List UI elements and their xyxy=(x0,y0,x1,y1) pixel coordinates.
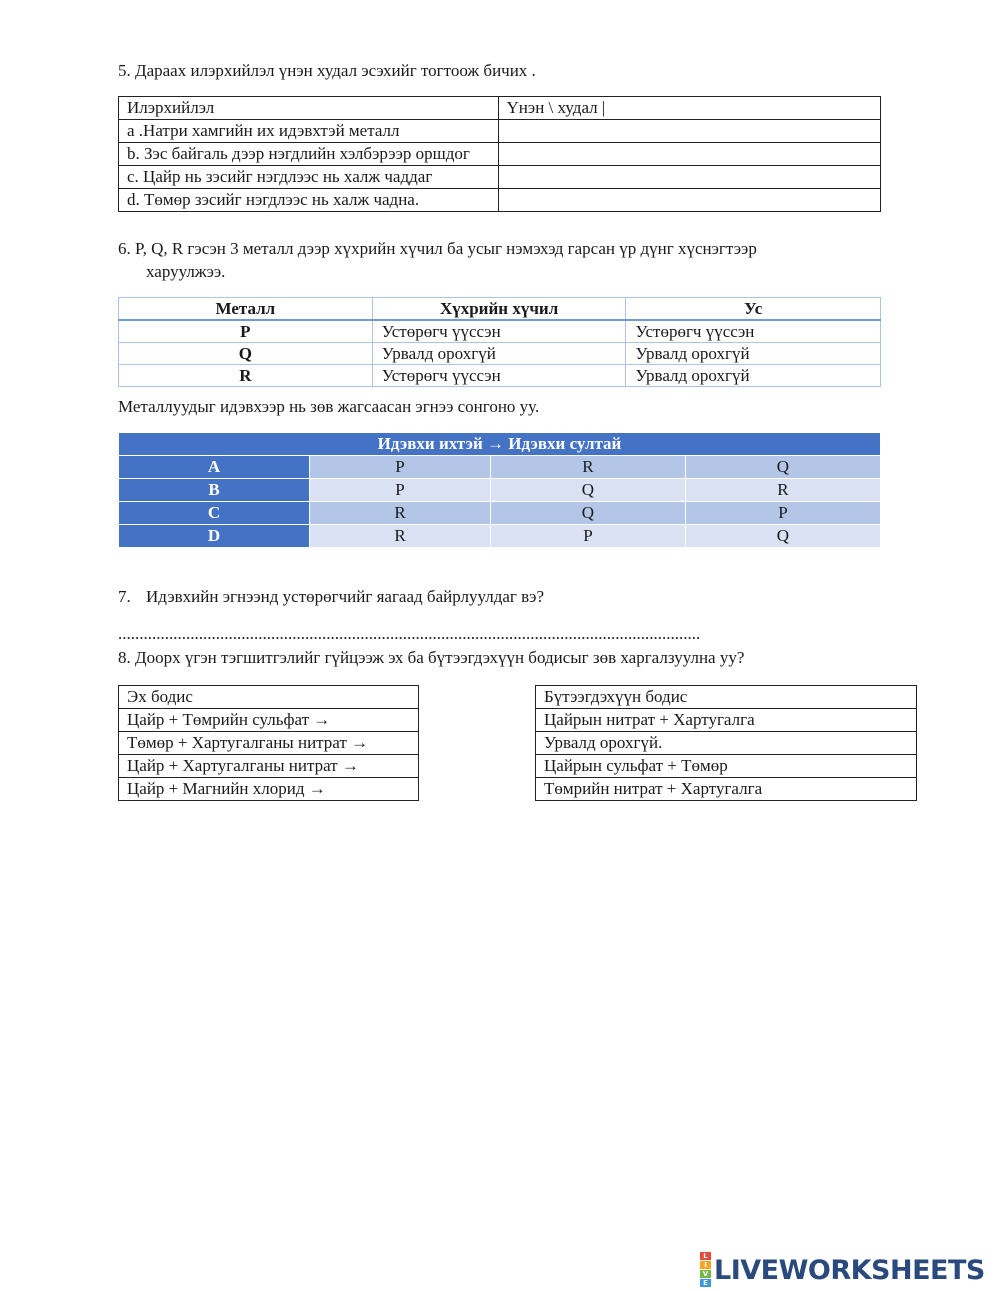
metal-cell: P xyxy=(119,320,373,343)
option-label[interactable]: B xyxy=(119,479,310,502)
table-row xyxy=(119,732,419,755)
option-cell: R xyxy=(310,502,491,525)
table-row xyxy=(536,709,917,732)
metal-cell: R xyxy=(119,365,373,387)
q5-statement: d. Төмөр зэсийг нэгдлээс нь халж чадна. xyxy=(119,189,499,212)
reactants-header: Эх бодис xyxy=(119,686,419,709)
option-cell: P xyxy=(685,502,880,525)
order-header: Идэвхи ихтэй → Идэвхи султай xyxy=(119,433,881,456)
table-row xyxy=(119,778,419,801)
q7-number: 7. xyxy=(118,587,131,606)
q5-statement: c. Цайр нь зэсийг нэгдлээс нь халж чаддаг xyxy=(119,166,499,189)
option-row-d[interactable] xyxy=(119,525,881,548)
option-cell: Q xyxy=(685,456,880,479)
logo-letter-i: I xyxy=(700,1261,711,1269)
option-cell: Q xyxy=(685,525,880,548)
table-row xyxy=(536,755,917,778)
option-label[interactable]: A xyxy=(119,456,310,479)
table-row xyxy=(119,755,419,778)
q5-answer-input[interactable] xyxy=(498,143,880,166)
table-header-row xyxy=(119,433,881,456)
option-cell: R xyxy=(310,525,491,548)
q5-statement: b. Зэс байгаль дээр нэгдлийн хэлбэрээр оршдог xyxy=(119,143,499,166)
option-cell: P xyxy=(310,479,491,502)
option-cell: P xyxy=(310,456,491,479)
table-row xyxy=(536,732,917,755)
option-label[interactable]: C xyxy=(119,502,310,525)
live-badge xyxy=(700,1252,711,1288)
logo-text: LIVEWORKSHEETS xyxy=(714,1254,985,1286)
water-result: Урвалд орохгүй xyxy=(626,343,881,365)
reactant-item[interactable]: Цайр + Магнийн хлорид → xyxy=(119,778,419,801)
table-row xyxy=(119,97,881,120)
acid-result: Устөрөгч үүссэн xyxy=(372,320,626,343)
logo-letter-e: E xyxy=(700,1279,711,1287)
liveworksheets-logo xyxy=(700,1252,985,1288)
product-item[interactable]: Цайрын сульфат + Төмөр xyxy=(536,755,917,778)
col-header-water: Ус xyxy=(626,298,881,321)
products-header: Бүтээгдэхүүн бодис xyxy=(536,686,917,709)
option-row-a[interactable] xyxy=(119,456,881,479)
q5-col-statement: Илэрхийлэл xyxy=(119,97,499,120)
table-header-row xyxy=(119,298,881,321)
reactant-item[interactable]: Цайр + Хартугалганы нитрат → xyxy=(119,755,419,778)
table-row xyxy=(119,120,881,143)
option-cell: R xyxy=(491,456,686,479)
option-label[interactable]: D xyxy=(119,525,310,548)
q5-statement: a .Натри хамгийн их идэвхтэй металл xyxy=(119,120,499,143)
q8-heading: 8. Доорх үгэн тэгшитгэлийг гүйцээж эх ба бүтээгдэхүүн бодисыг зөв харгалзуулна уу? xyxy=(118,648,745,667)
table-row xyxy=(536,778,917,801)
q5-heading: 5. Дараах илэрхийлэл үнэн худал эсэхийг тогтоож бичих . xyxy=(118,61,536,80)
table-row xyxy=(119,143,881,166)
q8-products-table xyxy=(535,685,917,801)
table-row xyxy=(119,189,881,212)
product-item[interactable]: Төмрийн нитрат + Хартугалга xyxy=(536,778,917,801)
product-item[interactable]: Цайрын нитрат + Хартугалга xyxy=(536,709,917,732)
table-row xyxy=(119,365,881,387)
q5-col-truth: Үнэн \ худал | xyxy=(498,97,880,120)
table-row xyxy=(119,709,419,732)
q5-answer-input[interactable] xyxy=(498,189,880,212)
q8-reactants-table xyxy=(118,685,419,801)
q6-heading-line1: 6. P, Q, R гэсэн 3 металл дээр хүхрийн хүчил ба усыг нэмэхэд гарсан үр дүнг хүснэгтээр xyxy=(118,239,757,258)
table-header-row xyxy=(536,686,917,709)
option-cell: P xyxy=(491,525,686,548)
q7-answer-line[interactable]: ......................................................................................................................................... xyxy=(118,624,701,643)
acid-result: Урвалд орохгүй xyxy=(372,343,626,365)
metal-cell: Q xyxy=(119,343,373,365)
table-header-row xyxy=(119,686,419,709)
logo-letter-v: V xyxy=(700,1270,711,1278)
table-row xyxy=(119,166,881,189)
q6-results-table xyxy=(118,297,881,387)
table-row xyxy=(119,320,881,343)
acid-result: Устөрөгч үүссэн xyxy=(372,365,626,387)
q5-answer-input[interactable] xyxy=(498,120,880,143)
q6-heading-line2: харуулжээ. xyxy=(146,262,226,281)
option-cell: Q xyxy=(491,479,686,502)
option-cell: R xyxy=(685,479,880,502)
q5-table xyxy=(118,96,881,212)
option-cell: Q xyxy=(491,502,686,525)
col-header-acid: Хүхрийн хүчил xyxy=(372,298,626,321)
option-row-b[interactable] xyxy=(119,479,881,502)
reactant-item[interactable]: Төмөр + Хартугалганы нитрат → xyxy=(119,732,419,755)
water-result: Урвалд орохгүй xyxy=(626,365,881,387)
q6-options-table xyxy=(118,432,881,548)
q6-prompt: Металлуудыг идэвхээр нь зөв жагсаасан эгнээ сонгоно уу. xyxy=(118,397,540,416)
q5-answer-input[interactable] xyxy=(498,166,880,189)
col-header-metal: Металл xyxy=(119,298,373,321)
reactant-item[interactable]: Цайр + Төмрийн сульфат → xyxy=(119,709,419,732)
logo-letter-l: L xyxy=(700,1252,711,1260)
product-item[interactable]: Урвалд орохгүй. xyxy=(536,732,917,755)
q7-question: Идэвхийн эгнээнд устөрөгчийг яагаад байрлуулдаг вэ? xyxy=(146,587,544,606)
option-row-c[interactable] xyxy=(119,502,881,525)
water-result: Устөрөгч үүссэн xyxy=(626,320,881,343)
table-row xyxy=(119,343,881,365)
